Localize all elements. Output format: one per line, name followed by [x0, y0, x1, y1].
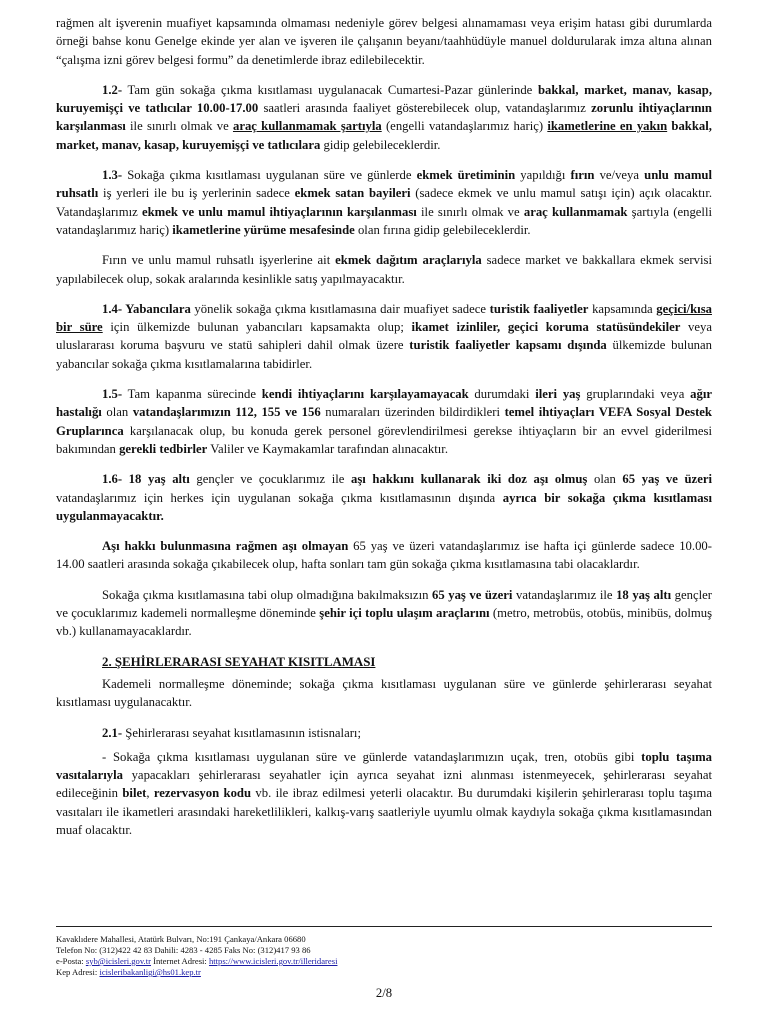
- text-run: olan: [101, 405, 133, 420]
- text-run: gençler ve çocuklarımız ile: [189, 472, 352, 487]
- section-2-heading: 2. ŞEHİRLERARASI SEYAHAT KISITLAMASI: [102, 654, 376, 669]
- text-run: 1.3-: [102, 168, 123, 183]
- text-run: (engelli vatandaşlarımız hariç): [381, 119, 548, 134]
- text-run: toplu taşıma vasıtalarıyla: [56, 749, 713, 783]
- text-run: aşı hakkını kullanarak iki doz aşı olmuş: [351, 472, 588, 487]
- text-run: Tam gün sokağa çıkma kısıtlaması uygulanacak Cumartesi-Pazar günlerinde: [122, 82, 538, 97]
- footer-contact: [56, 956, 712, 967]
- text-run: yönelik sokağa çıkma kısıtlamasına dair muafiyet sadece: [190, 301, 490, 316]
- text-run: gerekli tedbirler: [119, 441, 208, 456]
- text-run: kapsamında: [588, 301, 657, 316]
- text-run: ve/veya: [594, 168, 645, 183]
- paragraph-2: Kademeli normalleşme döneminde; sokağa çıkma kısıtlaması uygulanan süre ve günlerde şehirlerarası seyahat kısıtlaması uygulanacaktır.: [56, 676, 712, 710]
- text-run: zorunlu ihtiyaçlarının karşılanması: [56, 101, 712, 134]
- paragraph-public-transport: [56, 586, 712, 641]
- text-run: 18 yaş altı: [616, 587, 672, 602]
- text-run: vatandaşlarımız için herkes için uygulanan sokağa çıkma kısıtlamasının dışında: [56, 490, 503, 505]
- text-run: olan fırına gidip gelebileceklerdir.: [354, 222, 531, 237]
- paragraph-bread-distribution: [56, 251, 712, 288]
- text-run: ekmek dağıtım araçlarıyla: [335, 253, 482, 268]
- document-body: [56, 14, 712, 851]
- text-run: turistik faaliyetler: [489, 301, 589, 316]
- text-run: ayrıca bir sokağa çıkma kısıtlaması uygulanmayacaktır.: [56, 490, 712, 523]
- text-run: 1.5-: [102, 387, 123, 402]
- kep-link[interactable]: icisleribakanligi@hs01.kep.tr: [99, 967, 201, 977]
- text-run: iş yerleri ile bu iş yerlerinin sadece: [98, 186, 295, 201]
- text-run: ile sınırlı olmak ve: [416, 204, 524, 219]
- text-run: bakkal, market, manav, kasap, kuruyemişçi ve tatlıcılara: [56, 119, 712, 152]
- text-run: araç kullanmamak şartıyla: [232, 119, 382, 134]
- text-run: bilet: [122, 786, 147, 801]
- text-run: fırın: [570, 168, 595, 183]
- footer-phone: Telefon No: (312)422 42 83 Dahili: 4283 - 4285 Faks No: (312)417 93 86: [56, 945, 311, 955]
- text-run: Sokağa çıkma kısıtlaması uygulanan süre ve günlerde: [122, 168, 417, 183]
- text-run: Fırın ve unlu mamul ruhsatlı işyerlerine ait: [102, 253, 336, 268]
- text-run: Şehirlerarası seyahat kısıtlamasının istisnaları;: [122, 725, 361, 740]
- footer-kep: [56, 967, 712, 978]
- text-run: saatleri arasında faaliyet gösterebilecek olup, vatandaşlarımız: [258, 101, 592, 116]
- text-run: rezervasyon kodu: [153, 786, 252, 801]
- text-run: 65 yaş ve üzeri: [432, 587, 513, 602]
- text-run: olan: [587, 472, 623, 487]
- text-run: araç kullanmamak: [523, 204, 628, 219]
- text-run: turistik faaliyetler kapsamı dışında: [409, 338, 607, 353]
- text-run: vatandaşlarımızın 112, 155 ve 156: [132, 405, 321, 420]
- text-run: bakkal, market, manav, kasap, kuruyemişçi ve tatlıcılar 10.00-17.00: [56, 82, 713, 116]
- text-run: ülkemizde bulunan yabancılar sokağa çıkma kısıtlamalarına tabidirler.: [56, 338, 712, 371]
- kep-label: Kep Adresi:: [56, 967, 100, 977]
- paragraph-1-4: [56, 300, 712, 373]
- text-run: veya uluslararası koruma başvuru ve statü sahipleri dahil olmak üzere: [56, 320, 713, 353]
- text-run: yapıldığı: [515, 168, 571, 183]
- paragraph-1-5: [56, 385, 712, 458]
- text-run: vb. ile ibraz edilmesi yeterli olacaktır. Bu durumdaki kişilerin şehirlerarası toplu taşıma vasıtaları ile ikametleri arasındaki hareketlilikleri, kalkış-varış saatleriyle uyumlu olmak kaydıyla sokağa çıkma kısıtlamasından muaf olacaktır.: [56, 786, 712, 837]
- text-run: Valiler ve Kaymakamlar tarafından alınacaktır.: [207, 441, 449, 456]
- text-run: sadece market ve bakkallara ekmek servisi yapılabilecek olup, sokak aralarında kesinlikle satış yapılmayacaktır.: [56, 253, 712, 286]
- text-run: gruplarındaki veya: [580, 387, 691, 402]
- text-run: 1.4- Yabancılara: [102, 301, 191, 316]
- text-run: Aşı hakkı bulunmasına rağmen aşı olmayan: [102, 539, 349, 554]
- text-run: - Sokağa çıkma kısıtlaması uygulanan süre ve günlerde vatandaşlarımızın uçak, tren, otobüs gibi: [102, 749, 642, 764]
- footer-address: Kavaklıdere Mahallesi, Atatürk Bulvarı, No:191 Çankaya/Ankara 06680: [56, 934, 306, 944]
- text-run: ekmek ve unlu mamul ihtiyaçlarının karşılanması: [141, 204, 417, 219]
- page-number: 2/8: [375, 986, 393, 1000]
- text-run: yapacakları şehirlerarası seyahatler için ayrıca seyahat izni alınması istenmeyecek, şehirlerarası seyahat edileceğinin: [56, 768, 712, 801]
- paragraph-2-1: [56, 724, 712, 742]
- text-run: Sokağa çıkma kısıtlamasına tabi olup olmadığına bakılmaksızın: [102, 587, 432, 602]
- text-run: ikamet izinliler, geçici koruma statüsündekiler: [411, 320, 681, 335]
- text-run: ikametlerine en yakın: [547, 119, 668, 134]
- text-run: şartıyla (engelli vatandaşlarımız hariç): [56, 204, 712, 237]
- website-link[interactable]: https://www.icisleri.gov.tr/illeridaresi: [208, 956, 338, 966]
- paragraph-continued: rağmen alt işverenin muafiyet kapsamında olmaması nedeniyle görev belgesi alınamaması veya erişim hatası gibi durumlarda örneği bahse konu Genelge ekinde yer alan ve işveren ile çalışanın beyanı/taahhüdüyle manuel doldurularak imza altına alınan “çalışma izni görev belgesi formu” da denetimlerde ibraz edilebilecektir.: [56, 16, 712, 67]
- text-run: ile sınırlı olmak ve: [125, 119, 233, 134]
- text-run: ekmek satan bayileri: [294, 186, 411, 201]
- text-run: şehir içi toplu ulaşım araçlarını: [319, 606, 490, 621]
- paragraph-1-6: [56, 470, 712, 525]
- text-run: gidip gelebileceklerdir.: [320, 137, 441, 152]
- text-run: 2.1-: [102, 725, 123, 740]
- text-run: 65 yaş ve üzeri: [622, 472, 712, 487]
- text-run: için ülkemizde bulunan yabancıları kapsamakta olup;: [102, 320, 412, 335]
- text-run: vatandaşlarımız ile: [512, 587, 617, 602]
- text-run: durumdaki: [468, 387, 536, 402]
- text-run: 65 yaş ve üzeri vatandaşlarımız ise hafta içi günlerde sadece 10.00-14.00 saatleri arasında sokağa çıkabilecek olup, hafta sonları tam gün sokağa çıkma kısıtlamasına tabi olacaklardır.: [56, 539, 712, 572]
- footer: [56, 934, 712, 978]
- text-run: ileri yaş: [535, 387, 581, 402]
- text-run: ikametlerine yürüme mesafesinde: [172, 222, 355, 237]
- text-run: 1.6- 18 yaş altı: [102, 472, 190, 487]
- text-run: karşılanacak olup, bu konuda gerek personel görevlendirilmesi gerekse ihtiyaçların bir an evvel giderilmesi bakımından: [56, 423, 712, 456]
- text-run: Tam kapanma sürecinde: [122, 387, 262, 402]
- text-run: temel ihtiyaçları VEFA Sosyal Destek Gruplarınca: [56, 405, 712, 438]
- email-link[interactable]: syb@icisleri.gov.tr: [85, 956, 151, 966]
- paragraph-1-3: [56, 166, 712, 239]
- paragraph-2-1-exemption: [56, 748, 712, 839]
- web-label: İnternet Adresi:: [150, 956, 209, 966]
- footer-divider: [56, 926, 712, 927]
- text-run: ağır hastalığı: [56, 387, 712, 420]
- text-run: 1.2-: [102, 82, 123, 97]
- text-run: geçici/kısa bir süre: [56, 301, 712, 335]
- text-run: kendi ihtiyaçlarını karşılayamayacak: [261, 387, 469, 402]
- paragraph-1-2: [56, 81, 712, 154]
- text-run: unlu mamul ruhsatlı: [56, 168, 712, 201]
- text-run: ,: [146, 786, 154, 801]
- paragraph-unvaccinated-65: [56, 537, 712, 574]
- text-run: gençler ve çocuklarımız kademeli normalleşme döneminde: [56, 587, 712, 621]
- text-run: ekmek üretiminin: [416, 168, 516, 183]
- text-run: numaraları üzerinden bildirdikleri: [320, 405, 505, 420]
- email-label: e-Posta:: [56, 956, 86, 966]
- text-run: (sadece ekmek ve unlu mamul satışı için) açık olacaktır. Vatandaşlarımız: [56, 186, 713, 219]
- text-run: (metro, metrobüs, otobüs, minibüs, dolmuş vb.) kullanamayacaklardır.: [56, 606, 713, 639]
